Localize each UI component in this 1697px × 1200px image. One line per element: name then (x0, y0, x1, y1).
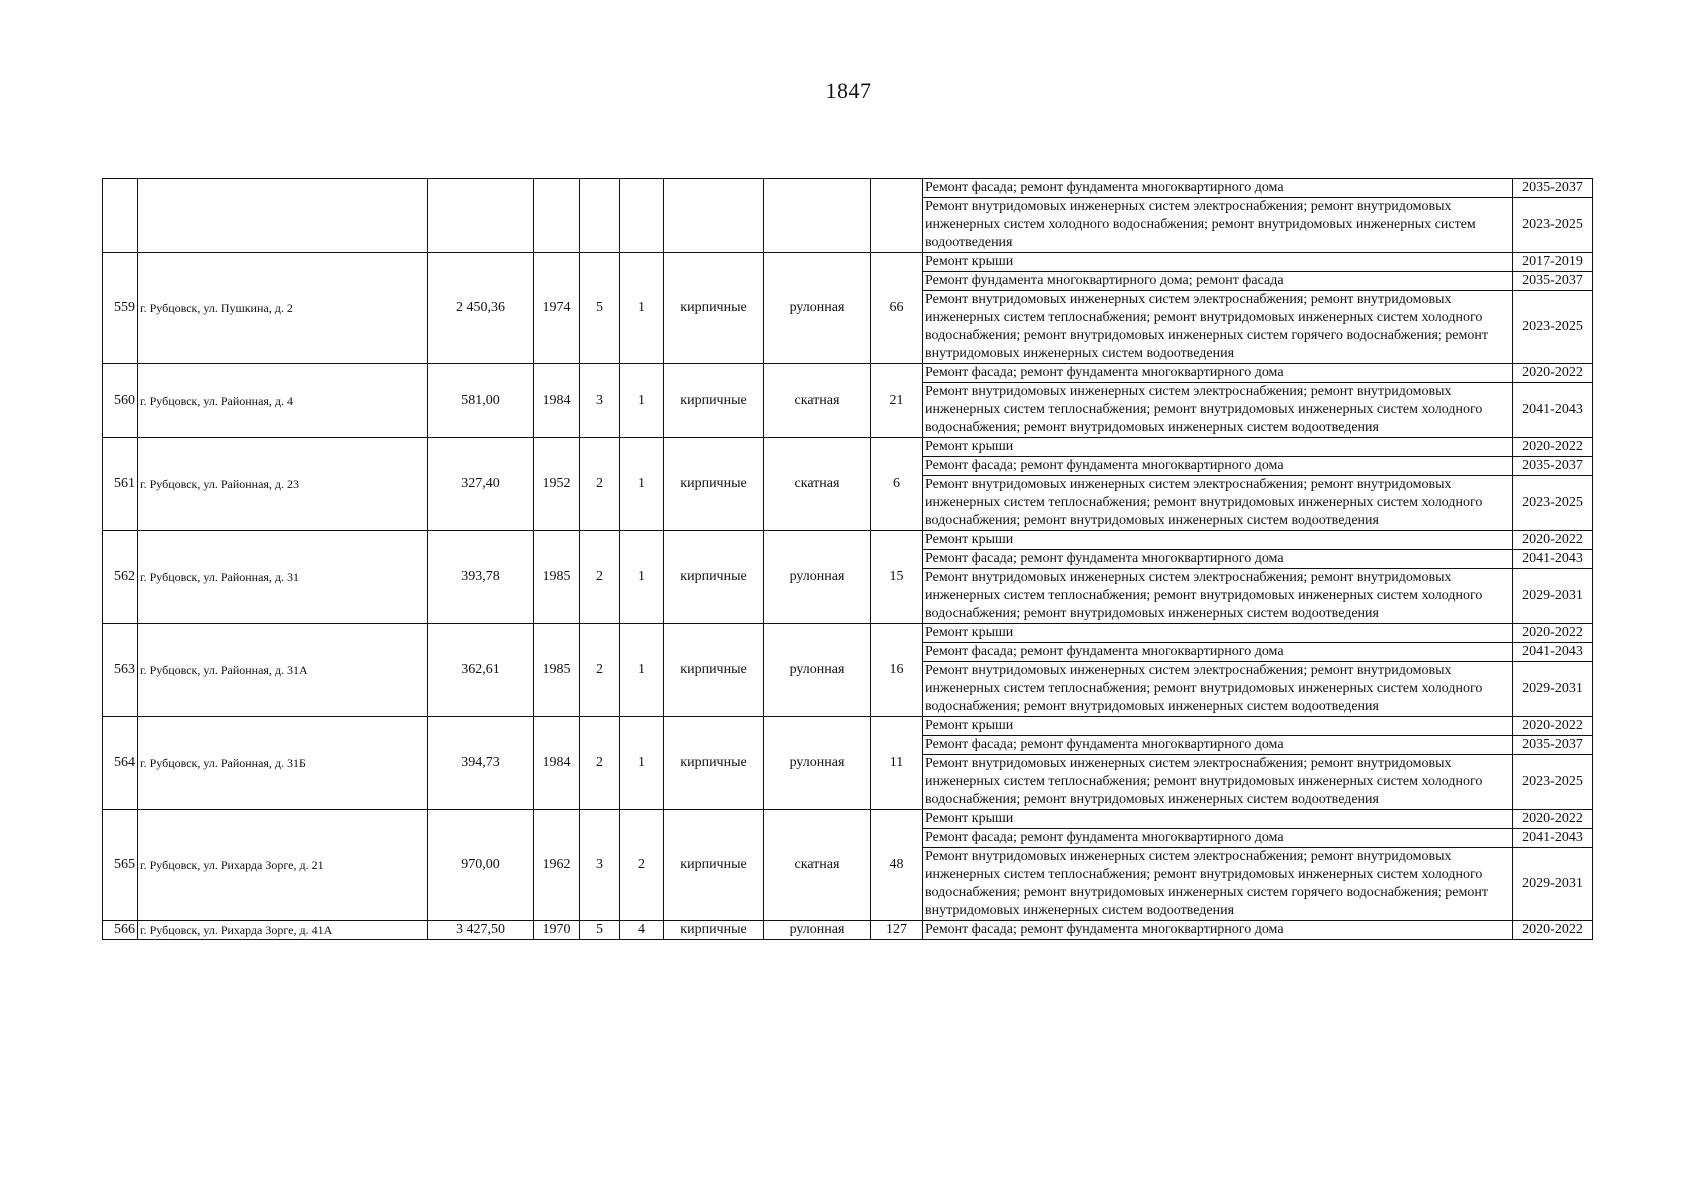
cell-apartments: 21 (871, 364, 923, 438)
table-row (103, 253, 1593, 272)
cell-address: г. Рубцовск, ул. Районная, д. 31А (138, 624, 428, 717)
cell-period: 2020-2022 (1513, 717, 1593, 736)
cell-entrances (620, 179, 664, 253)
cell-period: 2041-2043 (1513, 550, 1593, 569)
table-row (103, 810, 1593, 829)
cell-period: 2020-2022 (1513, 810, 1593, 829)
table-row (103, 179, 1593, 198)
cell-work: Ремонт крыши (923, 810, 1513, 829)
cell-entrances: 1 (620, 624, 664, 717)
cell-address: г. Рубцовск, ул. Пушкина, д. 2 (138, 253, 428, 364)
cell-period: 2023-2025 (1513, 755, 1593, 810)
cell-work: Ремонт внутридомовых инженерных систем электроснабжения; ремонт внутридомовых инженерных систем теплоснабжения; ремонт внутридомовых инженерных систем холодного водоснабжения; ремонт внутридомовых инженерных систем водоотведения (923, 569, 1513, 624)
cell-entrances: 1 (620, 531, 664, 624)
cell-work: Ремонт крыши (923, 531, 1513, 550)
cell-number: 562 (103, 531, 138, 624)
cell-work: Ремонт крыши (923, 438, 1513, 457)
cell-walls: кирпичные (664, 717, 764, 810)
cell-walls: кирпичные (664, 531, 764, 624)
cell-apartments: 16 (871, 624, 923, 717)
cell-address (138, 179, 428, 253)
cell-work: Ремонт внутридомовых инженерных систем электроснабжения; ремонт внутридомовых инженерных систем теплоснабжения; ремонт внутридомовых инженерных систем холодного водоснабжения; ремонт внутридомовых инженерных систем водоотведения (923, 476, 1513, 531)
cell-floors: 2 (580, 717, 620, 810)
cell-walls: кирпичные (664, 921, 764, 940)
cell-year (534, 179, 580, 253)
cell-area: 3 427,50 (428, 921, 534, 940)
cell-entrances: 1 (620, 364, 664, 438)
cell-address: г. Рубцовск, ул. Рихарда Зорге, д. 41А (138, 921, 428, 940)
cell-work: Ремонт внутридомовых инженерных систем электроснабжения; ремонт внутридомовых инженерных систем холодного водоснабжения; ремонт внутридомовых инженерных систем водоотведения (923, 198, 1513, 253)
table-row (103, 921, 1593, 940)
cell-work: Ремонт крыши (923, 717, 1513, 736)
cell-address: г. Рубцовск, ул. Районная, д. 23 (138, 438, 428, 531)
cell-address: г. Рубцовск, ул. Районная, д. 31 (138, 531, 428, 624)
cell-work: Ремонт внутридомовых инженерных систем электроснабжения; ремонт внутридомовых инженерных систем теплоснабжения; ремонт внутридомовых инженерных систем холодного водоснабжения; ремонт внутридомовых инженерных систем горячего водоснабжения; ремонт внутридомовых инженерных систем водоотведения (923, 291, 1513, 364)
cell-apartments: 15 (871, 531, 923, 624)
cell-address: г. Рубцовск, ул. Районная, д. 4 (138, 364, 428, 438)
cell-floors: 2 (580, 531, 620, 624)
cell-roof: скатная (764, 364, 871, 438)
cell-period: 2041-2043 (1513, 829, 1593, 848)
table-row (103, 624, 1593, 643)
cell-work: Ремонт фасада; ремонт фундамента многоквартирного дома (923, 179, 1513, 198)
cell-number: 564 (103, 717, 138, 810)
cell-work: Ремонт фасада; ремонт фундамента многоквартирного дома (923, 550, 1513, 569)
cell-period: 2029-2031 (1513, 662, 1593, 717)
cell-roof: рулонная (764, 921, 871, 940)
cell-work: Ремонт фасада; ремонт фундамента многоквартирного дома (923, 921, 1513, 940)
table-row (103, 531, 1593, 550)
cell-address: г. Рубцовск, ул. Районная, д. 31Б (138, 717, 428, 810)
cell-period: 2020-2022 (1513, 364, 1593, 383)
cell-work: Ремонт внутридомовых инженерных систем электроснабжения; ремонт внутридомовых инженерных систем теплоснабжения; ремонт внутридомовых инженерных систем холодного водоснабжения; ремонт внутридомовых инженерных систем горячего водоснабжения; ремонт внутридомовых инженерных систем водоотведения (923, 848, 1513, 921)
cell-period: 2035-2037 (1513, 736, 1593, 755)
cell-number: 563 (103, 624, 138, 717)
cell-period: 2023-2025 (1513, 198, 1593, 253)
buildings-repair-table (102, 178, 1593, 940)
cell-period: 2020-2022 (1513, 921, 1593, 940)
cell-year: 1985 (534, 531, 580, 624)
cell-work: Ремонт фасада; ремонт фундамента многоквартирного дома (923, 364, 1513, 383)
cell-number: 566 (103, 921, 138, 940)
cell-number: 561 (103, 438, 138, 531)
cell-year: 1952 (534, 438, 580, 531)
cell-period: 2041-2043 (1513, 383, 1593, 438)
table-row (103, 438, 1593, 457)
cell-area: 2 450,36 (428, 253, 534, 364)
cell-period: 2035-2037 (1513, 179, 1593, 198)
cell-floors: 2 (580, 624, 620, 717)
cell-walls: кирпичные (664, 810, 764, 921)
cell-roof: рулонная (764, 253, 871, 364)
cell-period: 2017-2019 (1513, 253, 1593, 272)
cell-entrances: 4 (620, 921, 664, 940)
cell-apartments: 48 (871, 810, 923, 921)
cell-year: 1984 (534, 364, 580, 438)
cell-roof: скатная (764, 438, 871, 531)
cell-area: 394,73 (428, 717, 534, 810)
cell-floors: 5 (580, 921, 620, 940)
table-row (103, 717, 1593, 736)
cell-walls: кирпичные (664, 253, 764, 364)
cell-area: 581,00 (428, 364, 534, 438)
cell-period: 2023-2025 (1513, 476, 1593, 531)
cell-entrances: 1 (620, 438, 664, 531)
cell-address: г. Рубцовск, ул. Рихарда Зорге, д. 21 (138, 810, 428, 921)
cell-work: Ремонт фасада; ремонт фундамента многоквартирного дома (923, 643, 1513, 662)
cell-apartments: 127 (871, 921, 923, 940)
cell-roof: рулонная (764, 531, 871, 624)
cell-area: 362,61 (428, 624, 534, 717)
cell-work: Ремонт фасада; ремонт фундамента многоквартирного дома (923, 829, 1513, 848)
cell-period: 2020-2022 (1513, 624, 1593, 643)
cell-walls: кирпичные (664, 624, 764, 717)
cell-floors: 5 (580, 253, 620, 364)
cell-number: 560 (103, 364, 138, 438)
page-number: 1847 (825, 78, 872, 103)
cell-roof (764, 179, 871, 253)
cell-period: 2029-2031 (1513, 848, 1593, 921)
cell-period: 2020-2022 (1513, 438, 1593, 457)
cell-period: 2035-2037 (1513, 272, 1593, 291)
cell-area (428, 179, 534, 253)
cell-area: 327,40 (428, 438, 534, 531)
cell-roof: рулонная (764, 624, 871, 717)
cell-apartments: 6 (871, 438, 923, 531)
cell-year: 1974 (534, 253, 580, 364)
cell-year: 1970 (534, 921, 580, 940)
cell-apartments: 66 (871, 253, 923, 364)
cell-work: Ремонт фасада; ремонт фундамента многоквартирного дома (923, 736, 1513, 755)
cell-area: 970,00 (428, 810, 534, 921)
cell-entrances: 2 (620, 810, 664, 921)
cell-period: 2023-2025 (1513, 291, 1593, 364)
cell-work: Ремонт фундамента многоквартирного дома; ремонт фасада (923, 272, 1513, 291)
cell-walls: кирпичные (664, 364, 764, 438)
cell-year: 1984 (534, 717, 580, 810)
cell-number: 559 (103, 253, 138, 364)
cell-roof: скатная (764, 810, 871, 921)
table-row (103, 364, 1593, 383)
cell-work: Ремонт внутридомовых инженерных систем электроснабжения; ремонт внутридомовых инженерных систем теплоснабжения; ремонт внутридомовых инженерных систем холодного водоснабжения; ремонт внутридомовых инженерных систем водоотведения (923, 383, 1513, 438)
cell-number (103, 179, 138, 253)
cell-period: 2029-2031 (1513, 569, 1593, 624)
cell-work: Ремонт внутридомовых инженерных систем электроснабжения; ремонт внутридомовых инженерных систем теплоснабжения; ремонт внутридомовых инженерных систем холодного водоснабжения; ремонт внутридомовых инженерных систем водоотведения (923, 755, 1513, 810)
cell-floors: 3 (580, 364, 620, 438)
cell-area: 393,78 (428, 531, 534, 624)
cell-year: 1985 (534, 624, 580, 717)
cell-work: Ремонт крыши (923, 624, 1513, 643)
cell-apartments: 11 (871, 717, 923, 810)
cell-walls: кирпичные (664, 438, 764, 531)
cell-work: Ремонт внутридомовых инженерных систем электроснабжения; ремонт внутридомовых инженерных систем теплоснабжения; ремонт внутридомовых инженерных систем холодного водоснабжения; ремонт внутридомовых инженерных систем водоотведения (923, 662, 1513, 717)
cell-period: 2041-2043 (1513, 643, 1593, 662)
cell-period: 2020-2022 (1513, 531, 1593, 550)
cell-floors: 2 (580, 438, 620, 531)
cell-number: 565 (103, 810, 138, 921)
cell-floors: 3 (580, 810, 620, 921)
cell-entrances: 1 (620, 717, 664, 810)
cell-roof: рулонная (764, 717, 871, 810)
table-body (103, 179, 1593, 940)
cell-work: Ремонт фасада; ремонт фундамента многоквартирного дома (923, 457, 1513, 476)
cell-apartments (871, 179, 923, 253)
cell-entrances: 1 (620, 253, 664, 364)
cell-year: 1962 (534, 810, 580, 921)
cell-period: 2035-2037 (1513, 457, 1593, 476)
cell-floors (580, 179, 620, 253)
cell-walls (664, 179, 764, 253)
cell-work: Ремонт крыши (923, 253, 1513, 272)
